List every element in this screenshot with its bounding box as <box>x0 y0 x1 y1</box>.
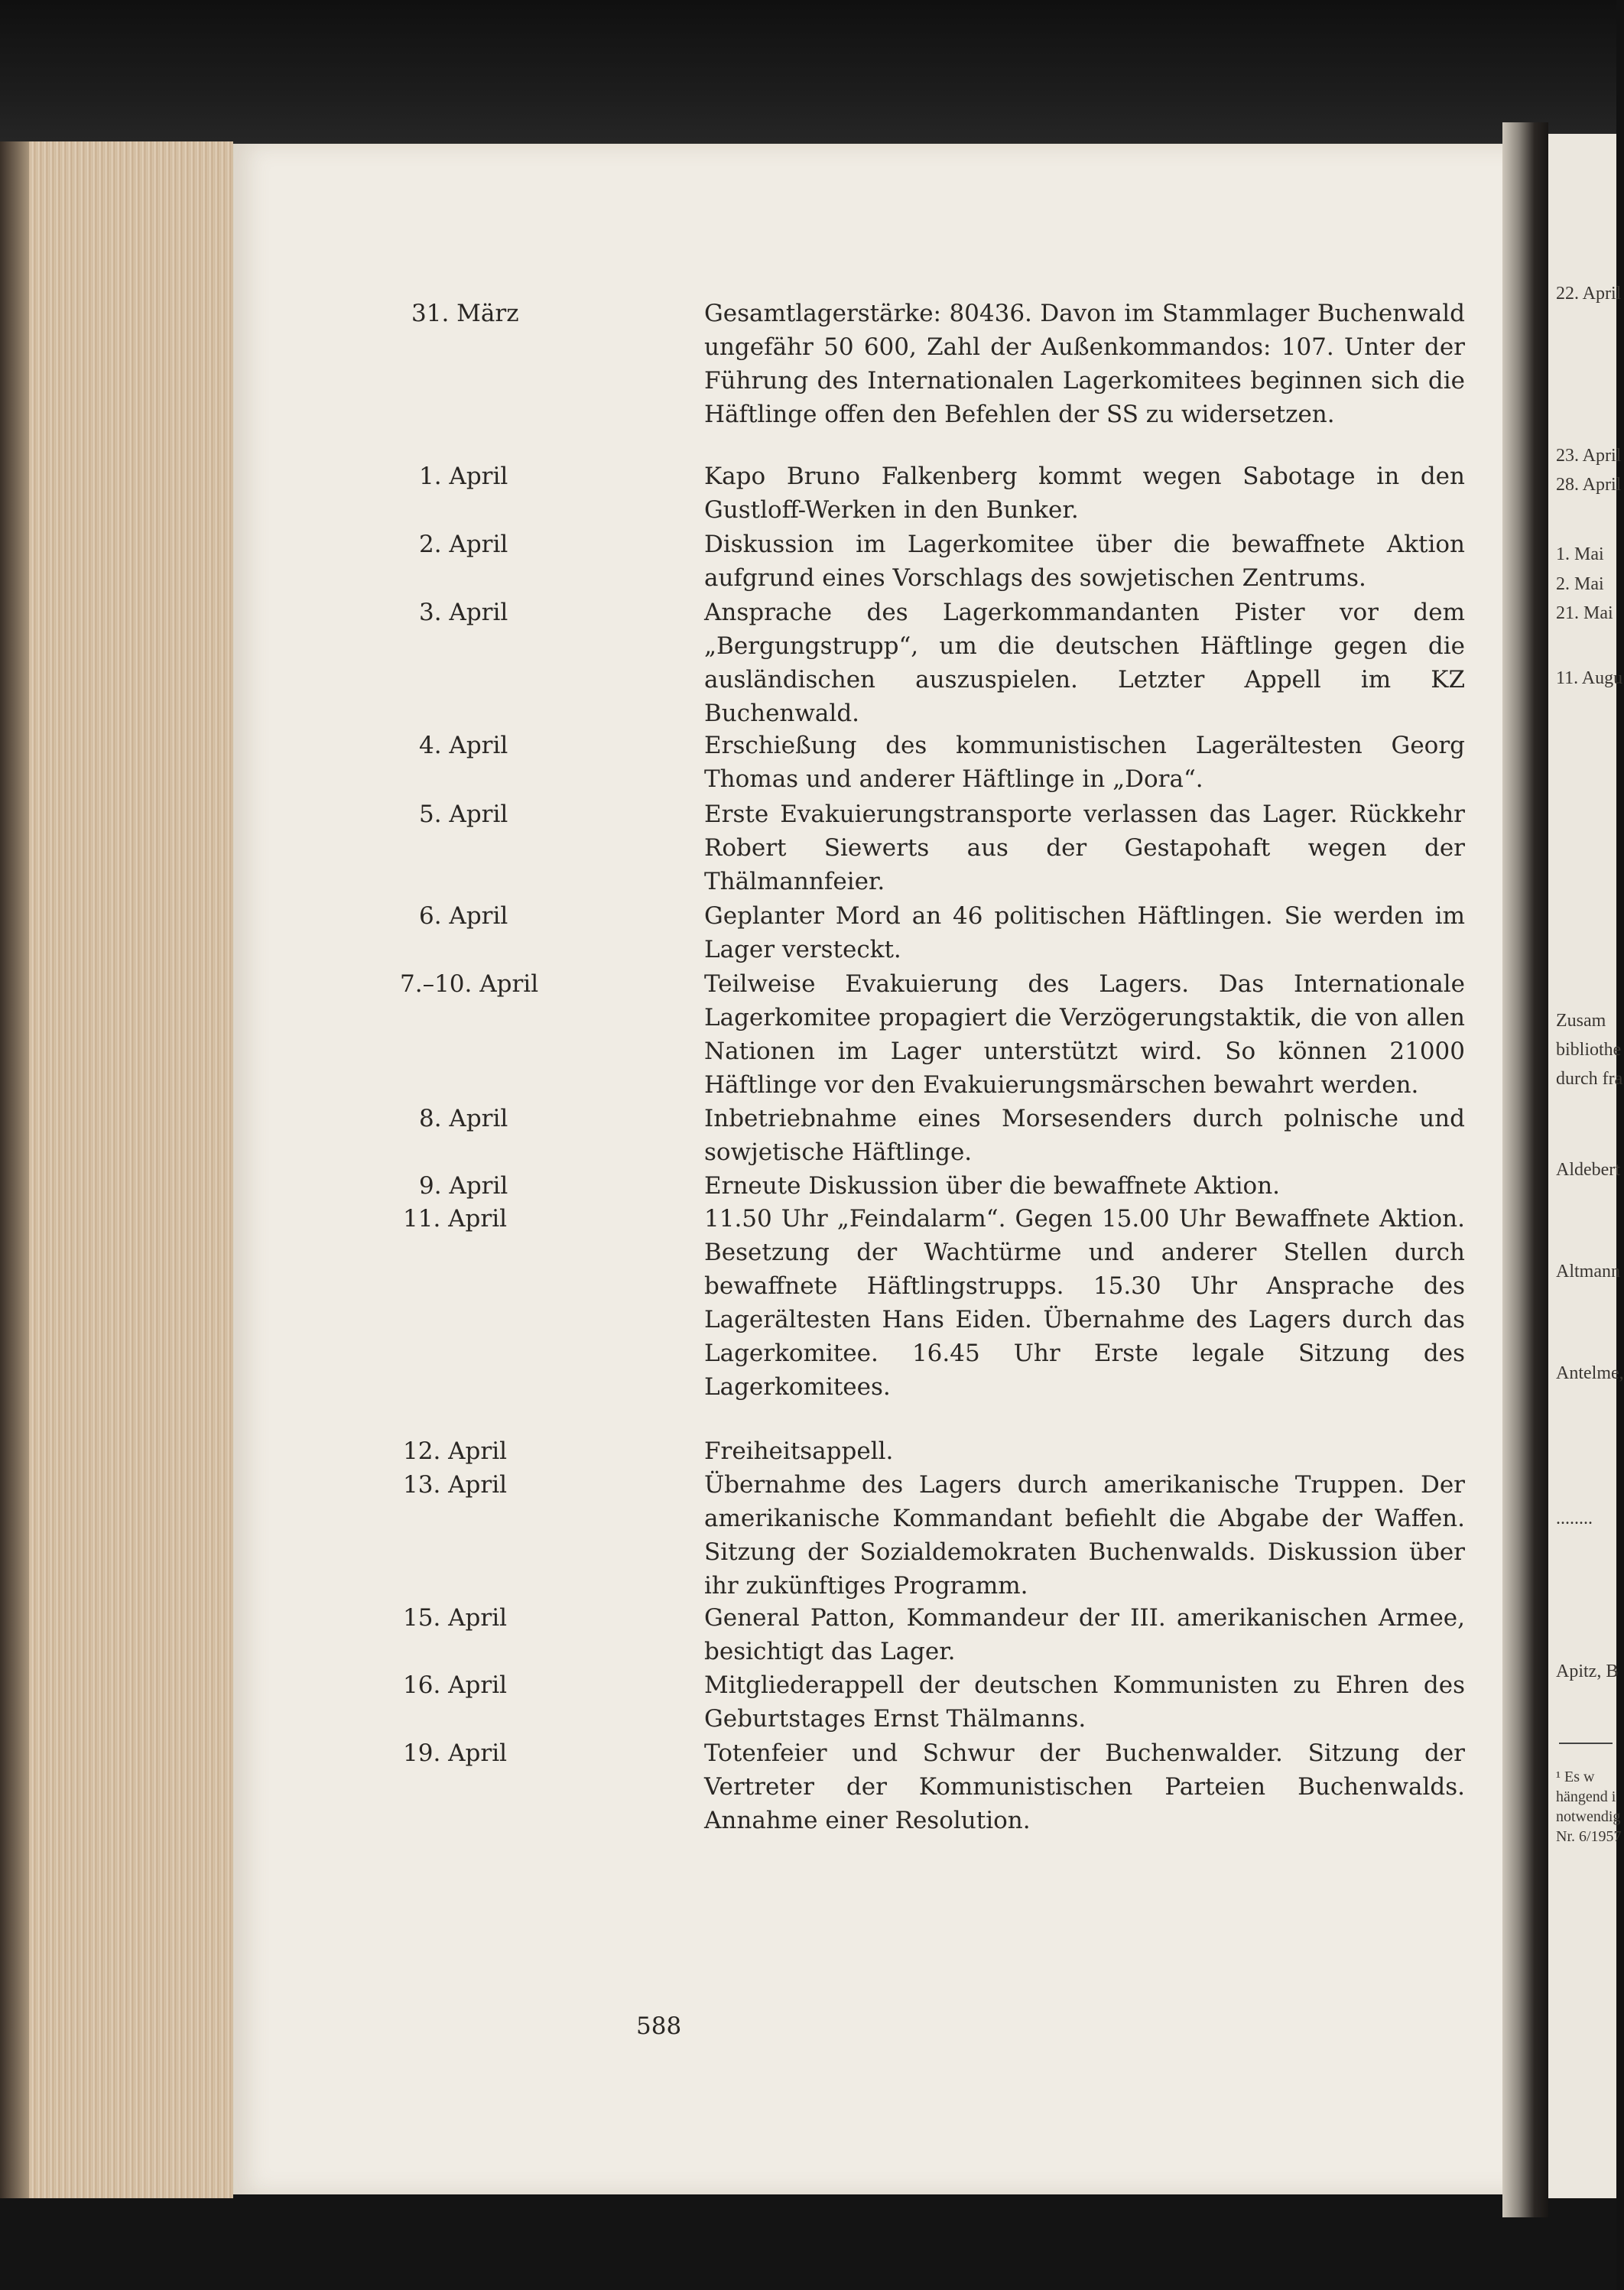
entry-date: 31. März <box>411 300 519 327</box>
facing-fragment: 21. Mai <box>1556 603 1613 623</box>
facing-fragment: ¹ Es w <box>1556 1769 1595 1785</box>
entry-date: 19. April <box>403 1739 508 1767</box>
facing-fragment: hängend i <box>1556 1788 1616 1805</box>
entry-date: 16. April <box>403 1671 508 1699</box>
entry-text: Teilweise Evakuierung des Lagers. Das Internationale Lagerkomitee propagiert die Verzögerungstaktik, die von allen Nationen im Lager unterstützt wird. So können 21000 Häftlinge vor den Evakuierungsmärschen bewahrt werden. <box>704 970 1465 1099</box>
facing-fragment: Altmann <box>1556 1262 1620 1281</box>
facing-fragment: Apitz, B <box>1556 1661 1619 1681</box>
entry-date: 4. April <box>419 732 508 759</box>
entry-date: 11. April <box>403 1205 508 1233</box>
facing-fragment: 28. April <box>1556 475 1622 495</box>
facing-page <box>1548 134 1624 2198</box>
entry-date: 15. April <box>403 1604 508 1632</box>
entry-text: Freiheitsappell. <box>704 1437 894 1465</box>
entry-text: Erste Evakuierungstransporte verlassen das Lager. Rückkehr Robert Siewerts aus der Gestapohaft wegen der Thälmannfeier. <box>704 801 1465 895</box>
book-gutter <box>1502 122 1548 2217</box>
entry-text: Übernahme des Lagers durch amerikanische Truppen. Der amerikanische Kommandant befiehlt die Abgabe der Waffen. Sitzung der Sozialdemokraten Buchenwalds. Diskussion über ihr zukünftiges Programm. <box>704 1471 1465 1600</box>
entry-date: 6. April <box>419 902 508 930</box>
facing-fragment: Zusam <box>1556 1011 1606 1031</box>
book-spine-shadow <box>0 141 29 2198</box>
facing-fragment: ........ <box>1556 1509 1593 1528</box>
entry-text: Kapo Bruno Falkenberg kommt wegen Sabotage in den Gustloff-Werken in den Bunker. <box>704 463 1465 524</box>
entry-date: 9. April <box>419 1172 508 1200</box>
entry-date: 5. April <box>419 801 508 828</box>
entry-date: 2. April <box>419 531 508 558</box>
entry-date: 12. April <box>403 1437 508 1465</box>
facing-fragment: 22. April <box>1556 284 1622 304</box>
facing-fragment: Nr. 6/1957 <box>1556 1828 1622 1845</box>
entry-text: 11.50 Uhr „Feindalarm“. Gegen 15.00 Uhr Bewaffnete Aktion. Besetzung der Wachtürme und anderer Stellen durch bewaffnete Häftlingstrupps. 15.30 Uhr Ansprache des Lagerältesten Hans Eiden. Übernahme des Lagers durch das Lagerkomitee. 16.45 Uhr Erste legale Sitzung des Lagerkomitees. <box>704 1205 1465 1401</box>
entry-text: General Patton, Kommandeur der III. amerikanischen Armee, besichtigt das Lager. <box>704 1604 1465 1665</box>
background-bottom <box>0 2194 1616 2290</box>
entry-text: Gesamtlagerstärke: 80436. Davon im Stammlager Buchenwald ungefähr 50 600, Zahl der Außenkommandos: 107. Unter der Führung des Internationalen Lagerkomitees beginnen sich die Häftlinge offen den Befehlen der SS zu widersetzen. <box>704 300 1465 428</box>
entry-text: Erschießung des kommunistischen Lagerältesten Georg Thomas und anderer Häftlinge in „Dora“. <box>704 732 1465 793</box>
facing-fragment: durch fra <box>1556 1069 1623 1089</box>
facing-fragment: bibliothe <box>1556 1040 1622 1060</box>
book-page-edges <box>0 141 233 2198</box>
entry-text: Geplanter Mord an 46 politischen Häftlingen. Sie werden im Lager versteckt. <box>704 902 1465 963</box>
book-page <box>233 144 1525 2194</box>
facing-fragment: 23. April <box>1556 446 1622 466</box>
entry-text: Totenfeier und Schwur der Buchenwalder. Sitzung der Vertreter der Kommunistischen Parteien Buchenwalds. Annahme einer Resolution. <box>704 1739 1465 1834</box>
facing-fragment: 1. Mai <box>1556 544 1604 564</box>
facing-fragment: 11. Augu <box>1556 668 1623 688</box>
page-number: 588 <box>636 2012 682 2040</box>
entry-text: Erneute Diskussion über die bewaffnete Aktion. <box>704 1172 1281 1200</box>
facing-fragment: 2. Mai <box>1556 574 1604 594</box>
facing-fragment: Aldebert <box>1556 1160 1620 1180</box>
footnote-rule <box>1559 1743 1613 1744</box>
entry-date: 7.–10. April <box>400 970 539 998</box>
entry-date: 1. April <box>419 463 508 490</box>
entry-date: 3. April <box>419 599 508 626</box>
entry-text: Diskussion im Lagerkomitee über die bewaffnete Aktion aufgrund eines Vorschlags des sowjetischen Zentrums. <box>704 531 1465 592</box>
entry-text: Mitgliederappell der deutschen Kommunisten zu Ehren des Geburtstages Ernst Thälmanns. <box>704 1671 1465 1733</box>
facing-fragment: Antelme, <box>1556 1363 1624 1383</box>
facing-fragment: notwendig <box>1556 1808 1621 1825</box>
entry-date: 8. April <box>419 1105 508 1132</box>
background-top <box>0 0 1616 145</box>
entry-text: Ansprache des Lagerkommandanten Pister vor dem „Bergungstrupp“, um die deutschen Häftlinge gegen die ausländischen auszuspielen. Letzter Appell im KZ Buchenwald. <box>704 599 1465 727</box>
entry-date: 13. April <box>403 1471 508 1499</box>
entry-text: Inbetriebnahme eines Morsesenders durch polnische und sowjetische Häftlinge. <box>704 1105 1465 1166</box>
